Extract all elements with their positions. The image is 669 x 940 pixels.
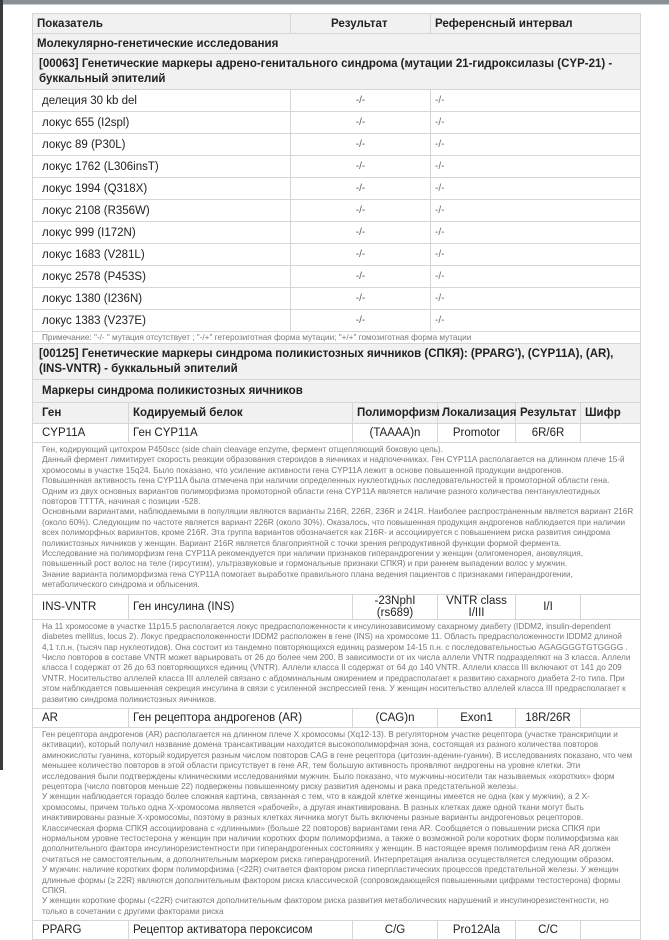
marker-localization: Exon1 [438,708,516,727]
row-name: локус 89 (P30L) [33,134,291,156]
row-reference: -/- [431,222,641,244]
description-paragraph: Данный фермент лимитирует скорость реакции образования стероидов в яичниках и надпочечниках. Ген CYP11A располагается на длинном плече 15-й хромосомы в участке 15q24. Было показано, что усиление активности гена CYP11A лежит в основе повышенной продукции андрогенов. [42,455,625,475]
header-gene: Ген [33,403,129,424]
row-name: локус 999 (I172N) [33,222,291,244]
marker-description [33,727,641,920]
window-left-border [0,0,3,770]
marker-protein: Рецептор активатора пероксисом [129,921,353,940]
marker-polymorphism: (CAG)n [353,708,438,727]
row-reference: -/- [431,156,641,178]
marker-localization: Promotor [438,424,516,443]
marker-result: I/I [516,594,581,619]
row-result: -/- [291,134,431,156]
mutation-note: Примечание: "-/- " мутация отсутствует ; "-/+" гетерозиготная форма мутации; "+/+" гомозиготная форма мутации [33,332,641,344]
description-paragraph: Одним из двух основных вариантов полиморфизма промоторной области гена CYP11A является наличие разного количества пентануклеотидных повторов TTTTA, начиная с позиции -528. [42,486,601,507]
row-result: -/- [291,200,431,222]
marker-code [581,921,641,940]
marker-protein: Ген рецептора андрогенов (AR) [129,708,353,727]
pcos-markers-table [32,379,641,940]
row-reference: -/- [431,90,641,112]
row-reference: -/- [431,178,641,200]
description-paragraph: У мужчин: наличие коротких форм полиморфизма (<22R) считается фактором риска гиперпластических процессов предстательной железы. У женщин длинные формы (≥ 22R) являются дополнительным фактором риска классической (сопровождающейся повышенными цифрами тестостерона) формы СПКЯ. [42,865,621,896]
table-row [33,90,641,112]
markers-header [33,403,641,424]
table-row [33,244,641,266]
marker-result: C/C [516,921,581,940]
row-reference: -/- [431,310,641,332]
row-result: -/- [291,310,431,332]
header-protein: Кодируемый белок [129,403,353,424]
group-title: Маркеры синдрома поликистозных яичников [33,380,641,403]
marker-row [33,921,641,940]
table-header [33,14,641,34]
row-name: делеция 30 kb del [33,90,291,112]
header-result: Результат [291,14,431,34]
marker-polymorphism: C/G [353,921,438,940]
marker-protein: Ген CYP11A [129,424,353,443]
row-result: -/- [291,266,431,288]
marker-row [33,594,641,619]
table-row [33,200,641,222]
row-name: локус 2578 (P453S) [33,266,291,288]
row-name: локус 1762 (L306insT) [33,156,291,178]
note-row [33,332,641,344]
header-reference: Референсный интервал [431,14,641,34]
row-result: -/- [291,288,431,310]
description-paragraph: Ген, кодирующий цитохром P450scc (side chain cleavage enzyme, фермент отщепляющий боковую цепь). [42,445,443,454]
marker-gene: CYP11A [33,424,129,443]
table-row [33,134,641,156]
table-row [33,112,641,134]
table-row [33,266,641,288]
description-paragraph: На 11 хромосоме в участке 11p15.5 располагается локус предрасположенности к инсулинозависимому сахарному диабету (IDDM2, insulin-dependent diabetes mellitus, locus 2). Локус предрасположенности IDDM2 расположен в гене (INS) на хромосоме 11. Область предрасположенности IDDM2 длиной 4,1 т.п.н. (тысяч пар нуклеотидов). Она состоит из тандемно повторяющихся единиц размером 14-15 п.н. с последовательностью AGAGGGGTGTGGGG . Число повторов в составе VNTR может варьировать от 26 до более чем 200. В зависимости от их числа аллели VNTR подразделяют на 3 класса. Аллели класса I содержат от 26 до 63 повторяющихся единиц (VNTR). Аллели класса II содержат от 64 до 140 VNTR. Аллели класса III включают от 141 до 209 VNTR. Носительство аллелей класса III аллелей связано с абдоминальным ожирением и предрасполагает к развитию сахарного диабета 2-го типа. При этом наблюдается повышенная секреция инсулина в связи с усиленной экспрессией гена. У женщин носительство аллелей класса III предрасполагает к развитию синдрома поликистозных яичников. [42,621,631,704]
header-code: Шифр [581,403,641,424]
marker-description [33,443,641,595]
description-paragraph: У женщин наблюдается гораздо более сложная картина, связанная с тем, что в каждой клетке женщины имеется не одна (как у мужчин), а 2 X-хромосомы, причем только одна X-хромосома является «рабочей», а другая инактивирована. В разных клетках даже одной ткани могут быть инактивированы разные X-хромосомы, поэтому в разных клетках яичника могут быть включены разные варианты андрогеновых рецепторов. Классическая форма СПКЯ ассоциирована с «длинными» (больше 22 повторов) вариантами гена AR. Сообщается о повышении риска СПКЯ при нормальном уровне тестостерона у женщин при наличии коротких форм полиморфизма, а также о возможной роли коротких форм полиморфизма как дополнительного фактора инсулинорезистентности при гиперандрогенных состояниях у женщин. В настоящее время полиморфизм гена AR должен считаться не самостоятельным, а дополнительным маркером риска гиперандрогений. Интерпретация анализа осуществляется следующим образом. [42,792,619,864]
row-name: локус 1383 (V237E) [33,310,291,332]
marker-gene: PPARG [33,921,129,940]
marker-row [33,424,641,443]
row-reference: -/- [431,244,641,266]
description-paragraph: Знание варианта полиморфизма гена CYP11A помогает выработке правильного плана ведения пациентов с признаками гиперандрогении, метаболического синдрома и облысения. [42,569,573,590]
test-title-row [33,54,641,90]
window-top-bar [0,0,669,5]
description-paragraph: У женщин короткие формы (<22R) считаются дополнительным фактором риска развития метаболических нарушений и инсулинорезистентности, но только в сочетании с другими факторами риска [42,896,609,916]
row-reference: -/- [431,288,641,310]
marker-gene: INS-VNTR [33,594,129,619]
marker-localization: Pro12Ala [438,921,516,940]
marker-result: 18R/26R [516,708,581,727]
test-title-cyp21: [00063] Генетические маркеры адрено-генитального синдрома (мутации 21-гидроксилазы (CYP-21) - буккальный эпителий [33,54,641,90]
row-name: локус 655 (I2spl) [33,112,291,134]
marker-localization: VNTR class I/III [438,594,516,619]
marker-code [581,594,641,619]
section-title: Молекулярно-генетические исследования [33,34,641,54]
marker-description-row [33,443,641,595]
row-result: -/- [291,156,431,178]
results-table [32,13,641,380]
marker-polymorphism: (TAAAA)n [353,424,438,443]
table-row [33,310,641,332]
test-title-pcos: [00125] Генетические маркеры синдрома поликистозных яичников (СПКЯ): (PPARG'), (CYP11A), (AR), (INS-VNTR) - буккальный эпителий [33,344,641,380]
table-row [33,222,641,244]
row-reference: -/- [431,266,641,288]
marker-code [581,708,641,727]
description-paragraph: Повышенная активность гена CYP11A была отмечена при наличии определенных нуклеотидных последовательностей в промоторной области гена. [42,476,610,486]
marker-result: 6R/6R [516,424,581,443]
row-result: -/- [291,112,431,134]
table-row [33,178,641,200]
marker-polymorphism: -23NphI (rs689) [353,594,438,619]
section-row [33,34,641,54]
marker-gene: AR [33,708,129,727]
marker-description-row [33,727,641,920]
description-paragraph: Основными вариантами, наблюдаемыми в популяции являются варианты 216R, 226R, 236R и 241R. Наиболее распространенным является вариант 216R (около 60%). Следующим по частоте является вариант 226R (около 30%). Оказалось, что повышенная продукция андрогенов наблюдается при наличии всех полиморфных вариантов, кроме 216R. Эта группа вариантов обозначается как 216R- и ассоциируется с повышением риска развития синдрома поликистозных яичников у женщин. Вариант 216R является благоприятной с точки зрения репродуктивной функции формой фермента. [42,507,634,548]
row-result: -/- [291,90,431,112]
row-reference: -/- [431,112,641,134]
marker-description-row [33,619,641,708]
row-reference: -/- [431,134,641,156]
description-paragraph: Ген рецептора андрогенов (AR) располагается на длинном плече X хромосомы (Xq12-13). В регуляторном участке рецептора (участке транскрипции и активации), который получил название домена трансактивации находится высокополиморфная зона, состоящая из разного количества повторов аминокислоты гуанина, который кодируется разным числом повторов CAG в гене рецептора (цитозин-аденин-гуанин). В исследованиях показано, что чем меньшее количество повторов в этой области присутствует в гене AR, тем большую активность проявляют андрогены на уровне клетки. Эти исследования были подтверждены клиническими исследованиями мужчин. Было показано, что мужчины-носители так называемых «коротких» форм рецептора (число повторов меньше 22) подвержены повышенному риску развития аденомы и рака предстательной железы. [42,729,633,791]
row-name: локус 2108 (R356W) [33,200,291,222]
row-result: -/- [291,178,431,200]
results-report [32,13,640,940]
row-reference: -/- [431,200,641,222]
row-result: -/- [291,244,431,266]
marker-description [33,619,641,708]
header-indicator: Показатель [33,14,291,34]
row-name: локус 1380 (I236N) [33,288,291,310]
group-title-row [33,380,641,403]
row-name: локус 1994 (Q318X) [33,178,291,200]
test-title-row [33,344,641,380]
description-paragraph: Исследование на полиморфизм гена CYP11A рекомендуется при наличии признаков гиперандрогении у женщин (олигоменорея, ановуляция, повышенный рост волос на теле (гирсутизм), ультразвуковые и гормональные признаки СПКЯ) и при раннем выпадении волос у мужчин. [42,549,584,569]
table-row [33,156,641,178]
header-localization: Локализация [438,403,516,424]
row-result: -/- [291,222,431,244]
marker-protein: Ген инсулина (INS) [129,594,353,619]
header-polymorphism: Полиморфизм [353,403,438,424]
marker-code [581,424,641,443]
marker-row [33,708,641,727]
table-row [33,288,641,310]
row-name: локус 1683 (V281L) [33,244,291,266]
header-result: Результат [516,403,581,424]
